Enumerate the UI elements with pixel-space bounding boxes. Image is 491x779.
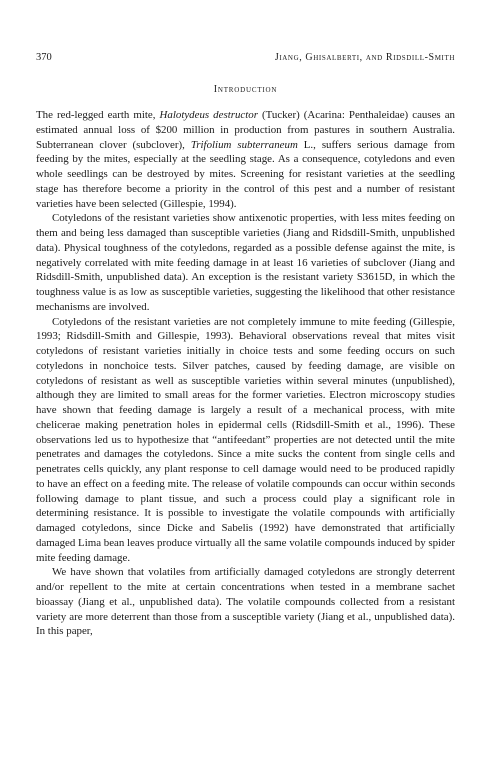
- running-title: Jiang, Ghisalberti, and Ridsdill-Smith: [274, 52, 455, 63]
- paragraph: [36, 565, 455, 639]
- running-header: [36, 52, 455, 66]
- text-run: We have shown that volatiles from artificially damaged cotyledons are strongly deterrent and/or repellent to the mite at certain concentrations when tested in a membrane sachet bioassay (Jiang et al., unpublished data). The volatile compounds collected from a resistant variety are more deterrent than those from a susceptible variety (Jiang et al., unpublished data). In this paper,: [36, 566, 455, 638]
- text-run: Cotyledons of the resistant varieties are not completely immune to mite feeding (Gillespie, 1993; Ridsdill-Smith and Gillespie, 1993). Behavioral observations reveal that mites visit cotyledons of resistant varieties initially in choice tests and some feeding occurs on such cotyledons in nonchoice tests. Silver patches, caused by feeding damage, are visible on cotyledons of resistant as well as susceptible varieties within several minutes (unpublished), although they are limited to small areas for the former varieties. Electron microscopy studies have shown that feeding damage is largely a result of a mechanical process, with mite chelicerae making penetration holes in epidermal cells (Ridsdill-Smith et al., 1996). These observations led us to hypothesize that “antifeedant” properties are not detected until the mite penetrates and damages the cotyledons. Since a mite sucks the content from single cells and penetrates cells quickly, any plant response to cell damage would need to be produced rapidly to have an effect on a feeding mite. The release of volatile compounds can occur within seconds following damage to plant tissue, and such a process could play a significant role in determining resistance. It is possible to investigate the volatile compounds with artificially damaged cotyledons, since Dicke and Sabelis (1992) have demonstrated that artificially damaged Lima bean leaves produce virtually all the same volatile compounds induced by spider mite feeding damage.: [36, 315, 455, 564]
- species-name: Halotydeus destructor: [159, 109, 258, 121]
- body-text: [36, 108, 455, 639]
- species-name: Trifolium subterraneum: [190, 138, 298, 151]
- text-run: (Tucker) (Acarina: Penthaleidae) causes an estimated annual loss of $200 million in production from pastures in southern Australia. Subterranean clover (subclover),: [36, 109, 455, 151]
- paragraph: [36, 108, 455, 211]
- text-run: The red-legged earth mite,: [36, 109, 160, 121]
- paragraph: [36, 211, 455, 314]
- section-heading: Introduction: [213, 84, 278, 95]
- text-run: L., suffers serious damage from feeding by the mites, especially at the seedling stage. As a consequence, cotyledons and even whole seedlings can be destroyed by mites. Screening for resistant varieties at the seedling stage has therefore become a priority in the control of this pest and a number of resistant varieties have been selected (Gillespie, 1994).: [36, 138, 455, 210]
- text-run: Cotyledons of the resistant varieties show antixenotic properties, with less mites feeding on them and being less damaged than susceptible varieties (Jiang and Ridsdill-Smith, unpublished data). Physical toughness of the cotyledons, regarded as a possible defense against the mite, is negatively correlated with mite feeding damage in at least 16 varieties of subclover (Jiang and Ridsdill-Smith, unpublished data). An exception is the resistant variety S3615D, in which the toughness value is as low as susceptible varieties, suggesting the likelihood that other resistance mechanisms are involved.: [36, 212, 455, 313]
- page-number: 370: [36, 52, 52, 63]
- paragraph: [36, 315, 455, 566]
